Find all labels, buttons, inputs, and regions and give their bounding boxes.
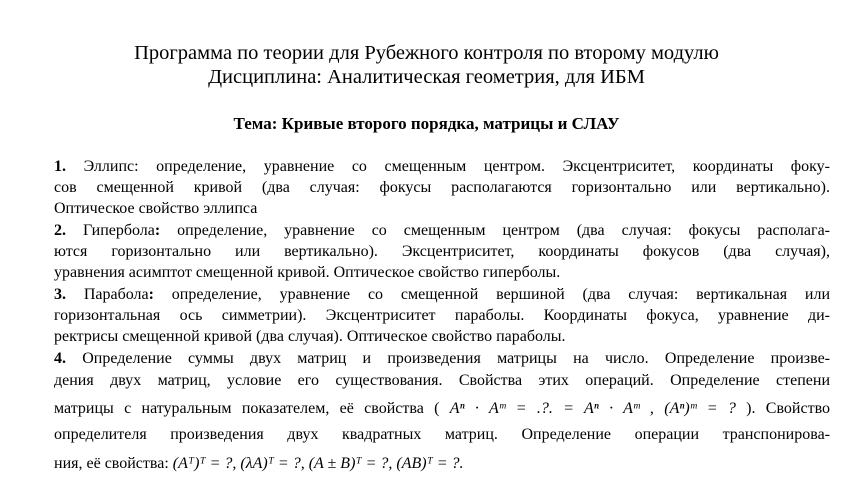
- item-number: 2.: [54, 222, 66, 239]
- item-2-line-1: 2. Гипербола: определение, уравнение со смещенным центром (два случая: фокусы располага-: [54, 222, 830, 239]
- document-title: Программа по теории для Рубежного контроля по второму модулю: [134, 42, 719, 64]
- topic-heading: Тема: Кривые второго порядка, матрицы и СЛАУ: [233, 114, 620, 133]
- item-number: 4.: [54, 350, 66, 367]
- item-4-line-4: определителя произведения двух квадратных матриц. Определение операции транспонирова-: [54, 426, 830, 443]
- item-4-line-3: матрицы с натуральным показателем, её свойства ( Aⁿ · Aᵐ = .?. = Aⁿ · Aᵐ , (Aⁿ)ᵐ = ? ). Свойство: [54, 400, 831, 417]
- discipline-subtitle: Дисциплина: Аналитическая геометрия, для ИБМ: [208, 66, 645, 88]
- item-1-line-3: Оптическое свойство эллипса: [54, 200, 258, 217]
- item-4-line-2: дения двух матриц, условие его существования. Свойства этих операций. Определение степени: [54, 372, 830, 389]
- item-2-line-3: уравнения асимптот смещенной кривой. Оптическое свойство гиперболы.: [54, 264, 561, 281]
- item-number: 1.: [54, 158, 66, 175]
- item-3-line-2: горизонтальная ось симметрии). Эксцентриситет параболы. Координаты фокуса, уравнение ди-: [54, 307, 830, 324]
- item-4-line-1: 4. Определение суммы двух матриц и произведения матрицы на число. Определение произве-: [54, 350, 831, 367]
- item-2-line-2: ются горизонтально или вертикально). Эксцентриситет, координаты фокусов (два случая),: [54, 243, 830, 260]
- item-3-line-1: 3. Парабола: определение, уравнение со смещенной вершиной (два случая: вертикальная или: [54, 286, 831, 303]
- item-3-line-3: ректрисы смещенной кривой (два случая). Оптическое свойство параболы.: [54, 328, 566, 345]
- item-4-line-5: ния, её свойства: (Aᵀ)ᵀ = ?, (λA)ᵀ = ?, (A ± B)ᵀ = ?, (AB)ᵀ = ?.: [54, 455, 464, 472]
- power-properties-formula: Aⁿ · Aᵐ = .?. = Aⁿ · Aᵐ , (Aⁿ)ᵐ = ?: [449, 400, 736, 417]
- transpose-properties-formula: (Aᵀ)ᵀ = ?, (λA)ᵀ = ?, (A ± B)ᵀ = ?, (AB)ᵀ = ?.: [172, 455, 464, 472]
- item-number: 3.: [54, 286, 66, 303]
- item-1-line-2: сов смещенной кривой (два случая: фокусы располагаются горизонтально или вертикально).: [54, 179, 830, 196]
- item-1-line-1: 1. Эллипс: определение, уравнение со смещенным центром. Эксцентриситет, координаты фоку-: [54, 158, 831, 175]
